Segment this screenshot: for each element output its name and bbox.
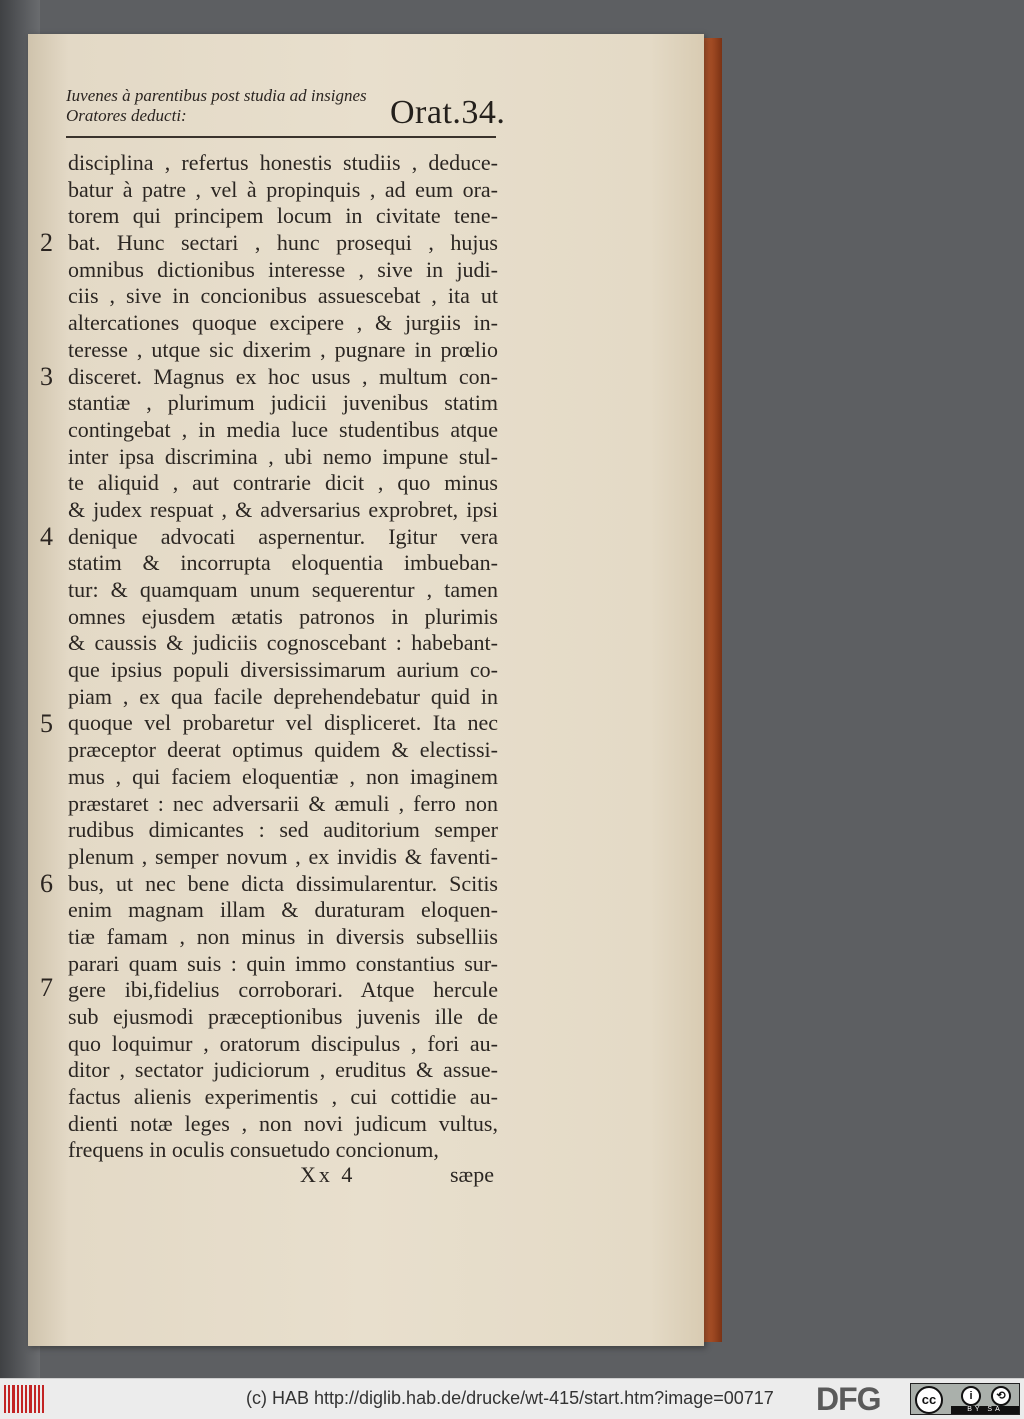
- text-line: bus, ut nec bene dicta dissimularentur. Scitis: [68, 870, 498, 896]
- text-line: dienti notæ leges , non novi judicum vultus,: [68, 1110, 498, 1136]
- running-title: [66, 86, 396, 126]
- text-line: teresse , utque sic dixerim , pugnare in prœlio: [68, 336, 498, 362]
- text-line: & caussis & judiciis cognoscebant : habebant-: [68, 630, 498, 656]
- text-line: gere ibi,fidelius corroborari. Atque hercule: [68, 977, 498, 1003]
- dfg-logo[interactable]: DFG: [816, 1381, 881, 1417]
- text-line: quoque vel probaretur vel displiceret. Ita nec: [68, 710, 498, 736]
- text-line: enim magnam illam & duraturam eloquen-: [68, 897, 498, 923]
- hab-barcode-icon: [4, 1385, 44, 1413]
- text-line: torem qui principem locum in civitate tene-: [68, 203, 498, 229]
- text-line: tiæ famam , non minus in diversis subselliis: [68, 923, 498, 949]
- cc-icon: cc: [915, 1386, 943, 1414]
- text-line: rudibus dimicantes : sed auditorium semper: [68, 817, 498, 843]
- text-line: contingebat , in media luce studentibus atque: [68, 416, 498, 442]
- catchword: sæpe: [450, 1162, 494, 1187]
- text-line: mus , qui faciem eloquentiæ , non imaginem: [68, 763, 498, 789]
- margin-number-7: 7: [40, 973, 53, 1002]
- margin-number-4: 4: [40, 522, 53, 551]
- text-line: & judex respuat , & adversarius exprobret, ipsi: [68, 496, 498, 522]
- text-line: plenum , semper novum , ex invidis & faventi-: [68, 843, 498, 869]
- text-line: statim & incorrupta eloquentia imbueban-: [68, 550, 498, 576]
- text-line: denique advocati aspernentur. Igitur vera: [68, 523, 498, 549]
- text-line: tur: & quamquam unum sequerentur , tamen: [68, 577, 498, 602]
- text-line: parari quam suis : quin immo constantius sur-: [68, 950, 498, 976]
- text-line: præceptor deerat optimus quidem & electissi-: [68, 737, 498, 763]
- oration-number: Orat.34.: [390, 94, 506, 131]
- text-line: omnes ejusdem ætatis patronos in plurimis: [68, 603, 498, 629]
- text-line: stantiæ , plurimum judicii juvenibus statim: [68, 390, 498, 416]
- running-title-line-2: Oratores deducti:: [66, 106, 187, 125]
- text-line: ditor , sectator judiciorum , eruditus & assue-: [68, 1057, 498, 1083]
- cc-license-badge[interactable]: [910, 1383, 1020, 1415]
- text-line: præstaret : nec adversarii & æmuli , ferro non: [68, 790, 498, 816]
- text-line: te aliquid , aut contrarie dicit , quo minus: [68, 470, 498, 496]
- text-line: quo loquimur , oratorum discipulus , fori au-: [68, 1030, 498, 1056]
- text-line: omnibus dictionibus interesse , sive in judi-: [68, 256, 498, 282]
- text-line: factus alienis experimentis , cui cottidie au-: [68, 1084, 498, 1110]
- text-line: disciplina , refertus honestis studiis , deduce-: [68, 150, 498, 175]
- text-line: sub ejusmodi præceptionibus juvenis ille de: [68, 1004, 498, 1029]
- margin-number-2: 2: [40, 228, 53, 257]
- margin-number-5: 5: [40, 709, 53, 738]
- by-icon: i: [961, 1386, 981, 1406]
- text-line: inter ipsa discrimina , ubi nemo impune stul-: [68, 443, 498, 469]
- text-line: altercationes quoque excipere , & jurgiis in-: [68, 310, 498, 336]
- running-title-line-1: Iuvenes à parentibus post studia ad insignes: [66, 86, 367, 105]
- sa-icon: ⟲: [991, 1386, 1011, 1406]
- footer-bar: [0, 1378, 1024, 1419]
- text-line: batur à patre , vel à propinquis , ad eum ora-: [68, 176, 498, 202]
- signature-line: [68, 1162, 498, 1190]
- copyright-link[interactable]: (c) HAB http://diglib.hab.de/drucke/wt-415/start.htm?image=00717: [246, 1388, 774, 1408]
- text-line: bat. Hunc sectari , hunc prosequi , hujus: [68, 230, 498, 256]
- text-line: ciis , sive in concionibus assuescebat , ita ut: [68, 283, 498, 309]
- margin-number-6: 6: [40, 869, 53, 898]
- text-line: frequens in oculis consuetudo concionum,: [68, 1137, 439, 1163]
- text-line: que ipsius populi diversissimarum aurium co-: [68, 657, 498, 683]
- signature-mark: Xx 4: [300, 1162, 356, 1187]
- header-rule: [66, 136, 496, 138]
- license-strip: BY SA: [951, 1406, 1019, 1414]
- body-text: [68, 150, 498, 1164]
- text-line: piam , ex qua facile deprehendebatur quid in: [68, 683, 498, 709]
- text-line: disceret. Magnus ex hoc usus , multum con-: [68, 363, 498, 389]
- margin-number-3: 3: [40, 362, 53, 391]
